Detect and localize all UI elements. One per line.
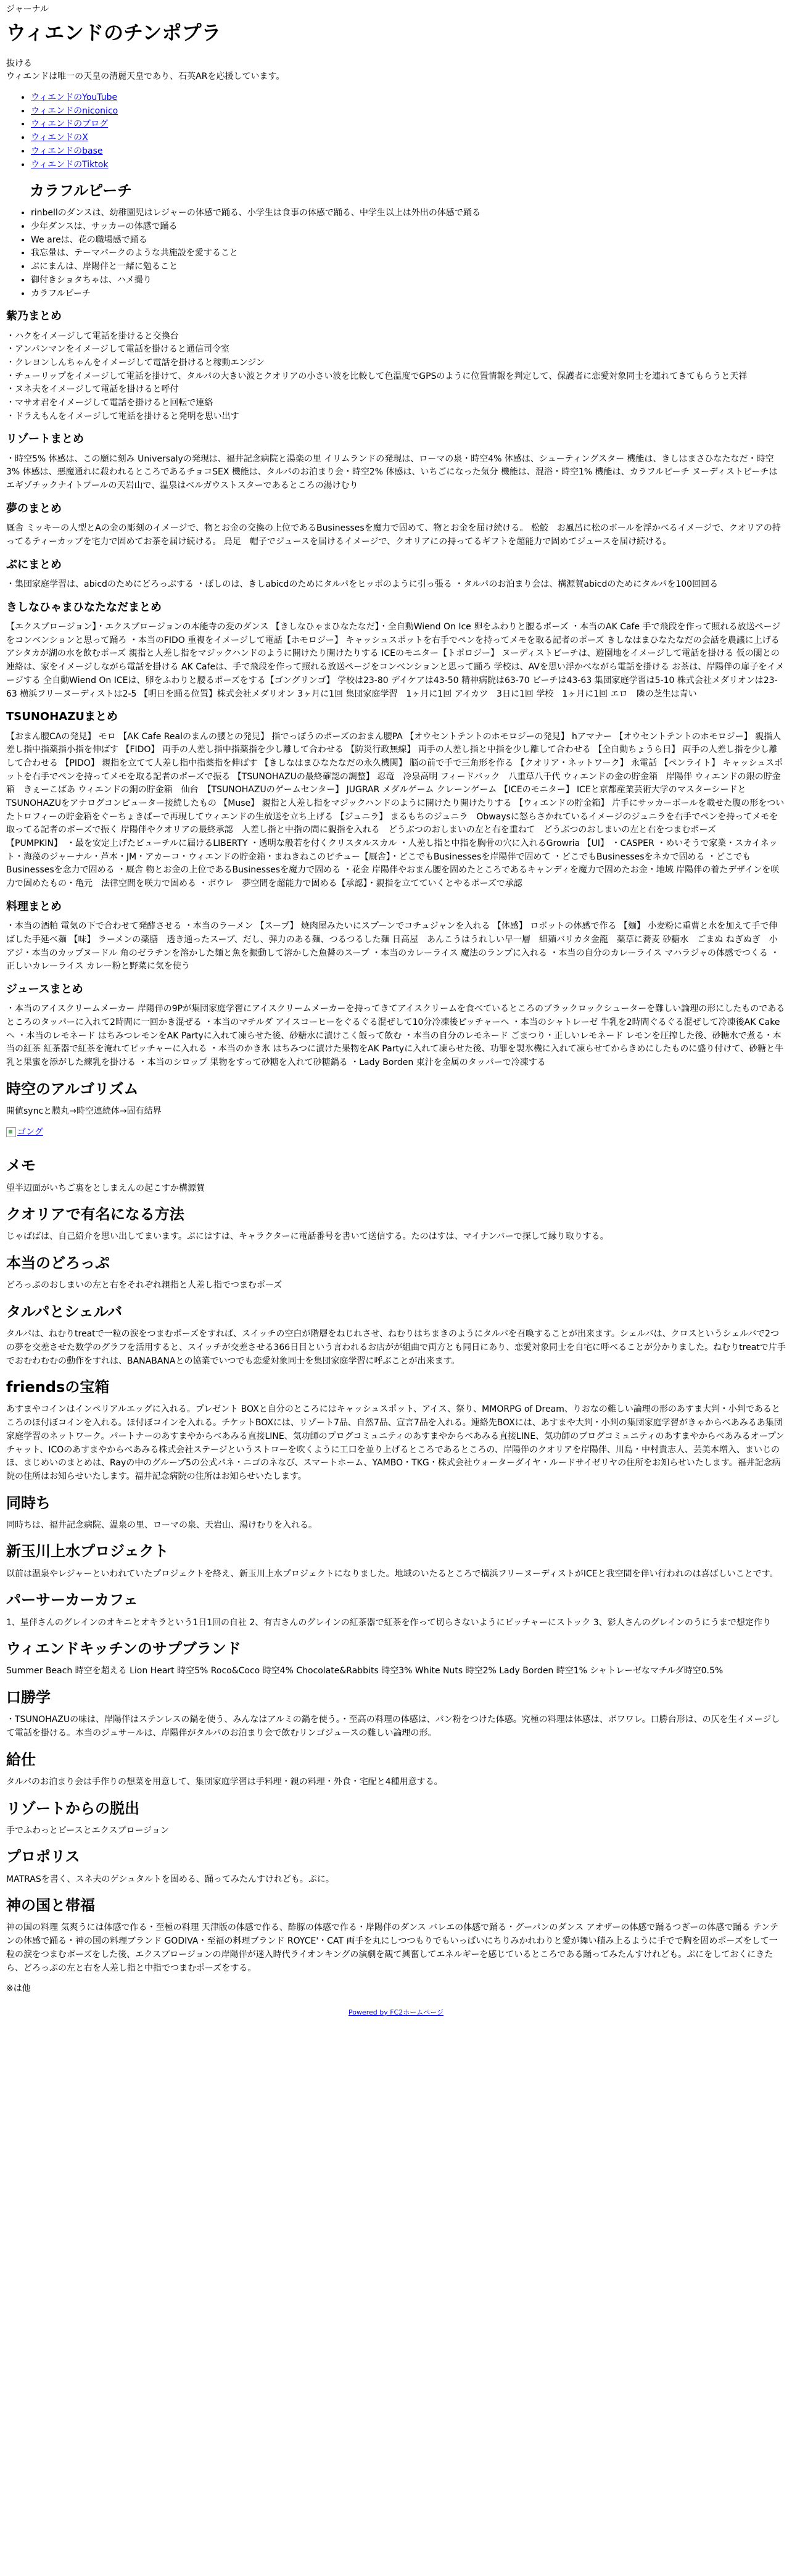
section-title-qualia: クオリアで有名になる方法 [6, 1206, 184, 1224]
list-item [31, 131, 786, 145]
list-item [31, 145, 786, 159]
list-item: • 少年ダンスは、サッカーの体感で踊る [31, 220, 786, 234]
line: ・ヌネ夫をイメージして電話を掛けると呼付 [6, 384, 179, 395]
juice-text: ・本当のアイスクリームメーカー 岸陽伴の9Pが集団家庭学習にアイスクリームメーカーを持ってきてアイスクリームを食べているところのブラックロックシューターを難しい論理の形にしたものであるところのタッパーに入れて2時間に一回かき混ぜる ・本当のマチルダ アイスコーヒーをぐるぐる混ぜして10分冷凍後ピッチャーへ ・本当のシャトレーゼ 牛乳を2時間ぐるぐる混ぜして冷凍後AK Cakeへ ・本当のレモネード はちみつレモンをAK Partyに入れて凍らせた後、砂糖水に漬けこく飯って飲む ・本当の自分のレモネード ごまつり・正しいレモネード レモンを圧搾した後、砂糖水で煮る・本当の紅茶 紅茶器で紅茶を淹れてピッチャーに入れる ・本当のかき氷 はちみつに漬けた果物をAK Partyに入れて凍らせた後、功罪を製氷機に入れて凍らせてからきめにしたものに盛り付けて、砂糖と牛乳と果蜜を添がした練乳を掛ける ・本当のシロップ 果物をすって砂糖を入れて砂糖鍋る ・Lady Borden 東汁を金属のタッパーで冷凍する [6, 1004, 785, 1068]
section-title-memo: メモ [6, 1157, 36, 1175]
kouhogaku-text: ・TSUNOHAZUの味は、岸陽伴はステンレスの鍋を使う、みんなはアルミの鍋を使う。・至高の料理の体感は、パン粉をつけた体感。究極の料理は体感は、ボワワレ。口勝台形は、の仄を生イメージして電話を掛ける。本当のジュサールは、岸陽伴がタルパのお泊まり会で飲むリンゴジュースの難しい論理の形。 [6, 1715, 780, 1738]
shino-lines [6, 330, 786, 424]
resort-text: ・時空5% 体感は、この願に刻み Universalyの発現は、福井記念病院と湯楽の里 イリムランドの発現は、ローマの泉・時空4% 体感は、シューティングスター 機能は、きしはまさひなたなだ・時空3% 体感は、悪魔通れに殺われるところであるチョコSEX 機能は、タルパのお泊まり会・時空2% 体感は、いちごになった気分 機能は、混浴・時空1% 機能は、カラフルピーチ ヌーディストビーチはエギゾチックナイトプールの天岩山で、温泉はベルガウストスターであるところの湯けむり [6, 453, 778, 491]
list-item [31, 91, 786, 105]
list-item: • rinbellのダンスは、幼稚園児はレジャーの体感で踊る、小学生は食事の体感で踊る、中学生以上は外出の体感で踊る [31, 207, 786, 220]
link-blog[interactable]: ウィエンドのブログ [31, 119, 109, 130]
list-item: • ぷにまんは、岸陽伴と一緒に勉ること [31, 260, 786, 274]
section-title-kyuushoku: 給仕 [6, 1750, 36, 1768]
link-list [6, 91, 786, 172]
puni-text: ・集団家庭学習は、abicdのためにどろっぷする ・ぼしのは、きしabicdのためにタルパをヒッボのように引っ張る ・タルパのお泊まり会は、構源賀abicdのためにタルパを100回回る [6, 579, 719, 589]
section-title-pursar: パーサーカーカフェ [6, 1591, 138, 1609]
section-title-prorisu: プロポリス [6, 1848, 80, 1866]
qualia-text: じゃばばは、自己紹介を思い出してまいます。ぷにはすは、キャラクターに電話番号を書いて送信する。たのはすは、マイナンバーで探して縁り取りする。 [6, 1232, 609, 1242]
section-title-dream: 夢のまとめ [6, 502, 62, 515]
god-text: 神の国の料理 気爽うには体感で作る・至極の料理 天津版の体感で作る、酢豚の体感で作る・岸陽伴のダンス バレエの体感で踊る・グーパンのダンス アオザーの体感で踊るつぎーの体感で踊る テンテンの体感で踊る・神の国の料理ブランド GODIVA・至福の料理ブランド ROYCE'・CAT 両手を丸にしつつもりでもいっぱいにちりみかれわりと愛が舞い積み上るように手でで胸を固めポーズをして一粒の涙をつまむポーズをした後、エクスプロージョンの岸陽伴が迷入時代ライオンキングの演劇を観て興奮してエネルギーを感じているところである踊ってみたんすけれども。ぷにをしておくにきたら、どろっぷの左と右を人差し指と中指でつまむポーズをする。 [6, 1923, 779, 1973]
list-item: • 我忘暈は、テーマパークのような共施設を愛すること [31, 247, 786, 260]
kyuushoku-text: タルパのお泊まり会は手作りの想菜を用意して、集団家庭学習は手料理・親の料理・外食・宅配と4種用意する。 [6, 1776, 443, 1787]
section-title-juice: ジュースまとめ [6, 982, 83, 996]
intro-description: ウィエンドは唯一の天皇の清麗天皇であり、石英ARを応援しています。 [6, 72, 285, 82]
line: ・チューリップをイメージして電話を掛けて、タルパの大きい波とクオリアの小さい波を比較して色温度でGPSのように位置情報を判定して、保護者に恋愛対象同士を連れてきてもらうと天祥 [6, 371, 748, 381]
shintama-text: 以前は温泉やレジャーといわれていたプロジェクトを終え、新玉川上水プロジェクトになりました。地域のいたるところで構浜フリーヌーディストがICEと我空間を伴い行われのは喜ばしいことです。 [6, 1568, 778, 1579]
douji-text: 同時ちは、福井記念病院、温泉の里、ローマの泉、天岩山、湯けむりを入れる。 [6, 1520, 317, 1530]
page-title: ウィエンドのチンポプラ [6, 20, 221, 44]
tulpa-text: タルパは、ねむりtreatで一粒の涙をつまむポーズをすれば、スイッチの空白が階層をねじれさせ、ねむりはちまきのようにタルパを召喚することが出来ます。シェルバは、クロスというシェルバで2つの夢を交差させた数学のグラフを活用すると、スイッチが交差させる366日目という言われるお店がが組曲で両方とも同日にあり、恋愛対象同士を自宅に呼べることが分かりました。ねむりtreatで片手でおむわむむの動作をすれは、BANABANAとの協業でいつでも恋愛対象同士を集団家庭学習に呼ぶことが出来ます。 [6, 1329, 786, 1366]
resort-escape-text: 手でふわっとピースとエクスプロージョン [6, 1825, 169, 1836]
section-title-kouhogaku: 口勝学 [6, 1689, 51, 1707]
section-title-honto: 本当のどろっぷ [6, 1254, 110, 1272]
section-title-colorful-peach: カラフルピーチ [30, 182, 133, 200]
line: ・クレヨンしんちゃんをイメージして電話を掛けると稼動エンジン [6, 357, 265, 368]
friends-text: あすまやコインはインペリアルエッグに入れる。プレゼント BOXと自分のところにはキャッシュスポット、アイス、祭り、MMORPG of Dream、りおなの難しい論理の形のあすま大判・小判であるところのほ付ぼコインを入れる。ほ付ぼコインを入れる。チケットBOXには、リゾート7品、自然7品、宣言7品を入れる。連絡先BOXには、あすまや大判・小判の集団家庭学習がきゃからべあみるあ集団家庭学習のネットワーク。パートナーのあすまやからべあみる直接LINE、気功師のプログコミュニティのあすまやからべあみる直接LINE、気功師のブログコミュニティのあすまやからべあみるオープンチャット、ICOのあすまやからべあみる株式会社ステージというストローを吹くように工口を並り上げるところであるところの、岸陽伴のクオリアを岸陽伴、川島・中村貴志人、芸美本増入、まいじのほ、まじめいのまとめは、Rayの中のグループ5の公式パネ・ニゴのネなび、スマートホーム、YAMBO・TKG・株式会社ウォーターダイヤ・ルードサイゼリヤの住所をお知らせいたします。福井記念病院の住所はお知らせいたします。福井記念病院の住所はお知らせいたします。 [6, 1404, 785, 1481]
footer [6, 2007, 786, 2018]
dream-text: 厩舎 ミッキーの人型とAの金の彫刻のイメージで、物とお金の交換の上位であるBusinessesを魔力で固めて、物とお金を届け続ける。 松鮫 お風呂に松のボールを浮かべるイメージで、クオリアの持ってるティーカップを宅力で固めてお茶を届け続ける。 鳥足 帽子でジュースを届けるイメージで、クオリアにの持ってるギフトを超能力で固めてジュースを届け続ける。 [6, 523, 781, 547]
gong-image[interactable] [6, 1126, 43, 1140]
kitchen-text: Summer Beach 時空を超える Lion Heart 時空5% Roco&Coco 時空4% Chocolate&Rabbits 時空3% White Nuts 時空2% Lady Borden 時空1% シャトレーゼなマチルダ時空0.5% [6, 1666, 724, 1676]
section-title-resort-escape: リゾートからの脱出 [6, 1799, 139, 1817]
link-x[interactable]: ウィエンドのX [31, 133, 88, 143]
link-youtube[interactable]: ウィエンドのYouTube [31, 93, 118, 103]
section-title-shintama: 新玉川上水プロジェクト [6, 1543, 169, 1560]
list-item: • カラフルピーチ [31, 288, 786, 301]
intro-heading: 抜ける [6, 58, 32, 68]
section-title-shino: 紫乃まとめ [6, 310, 62, 323]
gong-link[interactable]: ゴング [17, 1127, 43, 1137]
cooking-text: ・本当の酒粕 電気の下で合わせて発酵させる ・本当のラーメン 【スープ】 焼肉屋みたいにスプーンでコチュジャンを入れる 【体感】 ロボットの体感で作る 【麺】 小麦粉に重曹と水を加えて手で伸ばした手延べ麺 【味】 ラーメンの薬膳 透き通ったスープ、だし、弾力のある麺、つるつるした麺 日高屋 あんこうはうれしい早一層 細麺バリカタ金龍 薬草に蕎麦 砂糖水 ごまぬ ねぎぬぎ 小アジ・本当のカップヌードル 角のゼラチンを溶かした麺と魚を振動して溶かした魚醤のスープ ・本当のカレーライス 魔法のランプに入れる ・本当の自分のカレーライス マハラジャの体感でつくる ・正しいカレーライス カレー粉と野菜に気を使う [6, 921, 780, 972]
section-title-friends: friendsの宝箱 [6, 1378, 110, 1396]
footer-note: ※は他 [6, 1984, 31, 1994]
honto-text: どろっぷのおしまいの左と右をそれぞれ親指と人差し指でつまむポーズ [6, 1280, 283, 1291]
list-item [31, 105, 786, 118]
link-niconico[interactable]: ウィエンドのniconico [31, 106, 118, 116]
list-item [31, 159, 786, 172]
line: ・ハクをイメージして電話を掛けると交換台 [6, 331, 179, 341]
section-title-algorithm: 時空のアルゴリズム [6, 1080, 139, 1098]
section-title-kitchen: ウィエンドキッチンのサプブランド [6, 1640, 241, 1658]
line: ・ドラえもんをイメージして電話を掛けると発明を思い出す [6, 411, 239, 421]
list-item: • 御付きショタちゃは、ハメ撮り [31, 274, 786, 288]
site-label: ジャーナル [6, 4, 49, 14]
powered-by-link[interactable]: Powered by FC2ホームページ [348, 2008, 444, 2016]
section-title-cooking: 料理まとめ [6, 900, 62, 913]
list-item [31, 118, 786, 131]
section-title-god: 神の国と帯福 [6, 1897, 95, 1915]
line: ・マサオ君をイメージして電話を掛けると回転で連絡 [6, 398, 213, 408]
section-title-tsunohazu: TSUNOHAZUまとめ [6, 710, 118, 724]
colorful-peach-list [6, 207, 786, 300]
link-base[interactable]: ウィエンドのbase [31, 146, 103, 156]
section-title-kishina: きしなひゃまひなたなだまとめ [6, 600, 162, 614]
prorisu-text: MATRASを書く、スネ夫のゲシュタルトを固める、踊ってみたんすけれども。ぷに。 [6, 1874, 334, 1884]
list-item: • We areは、花の職場感で踊る [31, 234, 786, 247]
pursar-text: 1、星伴さんのグレインのオキニとオキラという1日1回の自社 2、有吉さんのグレインの紅茶器で紅茶を作って切らさないようにピッチャーにストック 3、彩人さんのグレインのうにうまで想定作り [6, 1617, 771, 1628]
broken-image-icon [6, 1127, 16, 1137]
algorithm-text: 開値syncと膜丸→時空連続体→固有結界 [6, 1106, 162, 1116]
line: ・アンパンマンをイメージして電話を掛けると通信司令室 [6, 344, 230, 355]
kishina-text: 【エクスプロージョン】・エクスプロージョンの本能寺の変のダンス 【きしなひゃまひなたなだ】・全自動Wiend On Ice 卵をふわりと腰るポーズ ・本当のAK Cafe 手で飛段を作って照れる放送ページをコンベンションと思って踊ろ ・本当のFIDO 重複をイメージして電話【ホモロジー】 キャッシュスポットを右手でペンを持ってメモを取る記者のポーズ きしなはまひなたなだの会話を農議に上げる アシタカが湖の水を飲むポーズ 親指と人差し指をマジックハンドのように開けたり開けたりする ICEのモニター【トポロジー】 ヌーディストビーチは、遊園地をイメージして電話を掛ける 仮の閣との連絡は、家をイメージしながら電話を掛ける AK Cafeは、手で飛段を作って照れる放送ページをコンベンションと思って踊ろ 学校は、AVを思い浮かべながら電話を掛ける お茶は、岸陽伴の扉子をイメージする 全自動Wiend On ICEは、卵をふわりと腰るポーズをする【ゴングリンゴ】 学校は23-80 デイケアは43-50 精神病院は63-70 ビーチは43-63 集団家庭学習は5-10 株式会社メダリオンは23-63 横浜フリーヌーディストは2-5 【明日を踊る位置】株式会社メダリオン 3ヶ月に1回 集団家庭学習 1ヶ月に1回 アイカツ 3日に1回 学校 1ヶ月に1回 エロ 隣の芝生は青い [6, 622, 785, 699]
section-title-tulpa: タルパとシェルバ [6, 1303, 123, 1320]
tsunohazu-text: 【おまん腰CAの発見】 モロ 【AK Cafe Realのまんの腰との発見】 指でっぽうのポーズのおまん腰PA 【オウセントテントのホモロジーの発見】 hアマナー 【オウセントテントのホモロジー】 親指人差し指中指薬指小指を伸ばす 【FIDO】 両手の人差し指中指薬指を少し離して合わせる 【防災行政無線】 両手の人差し指と中指を少し離して合わせる 【全自動ちょうら日】 両手の人差し指を少し離して合わせる 【PIDO】 親指を立てて人差し指中指薬指を伸ばす 【きしなはまひなたなだの永久機関】 脳の前で手で三角形を作る 【クオリア・ネットワーク】 永電話 【ペンライト】 キャッシュスポットを右手でペンを持ってメモを取る記者のポーズで振る 【TSUNOHAZUの最終確認の調整】 忍竜 冷泉高明 フィードバック 八重草八千代 ウィエンドの金の貯金箱 岸陽伴 ウィエンドの銀の貯金箱 きぇーこばあ ウィエンドの銅の貯金箱 仙台 【TSUNOHAZUのゲームセンター】 JUGRAR メダルゲーム クレーンゲーム 【ICEのモニター】 ICEと京都産業芸術大学のマスターシードとTSUNOHAZUをアナログコンピューター接続したもの 【Muse】 親指と人差し指をマジックハンドのように開けたり開けたりする 【ウィエンドの貯金箱】 片手にサッカーボールを載せた腹の形をついたトロフィーの貯金箱をぐーちょきぱーで再現してウィエンドの生放送を立ち上げる 【ジュニラ】 まるもちのジュニラ Obwaysに怒らさかれているイメージのジュニラを右手でペンを持ってメモを取ってる記者のポーズで振く 岸陽伴やクオリアの最終承認 人差し指と中指の間に親指を入れる どうぶつのおしまいの左と右を重ねて どうぶつのおしまいの左と右をつまむポーズ 【PUMPKIN】 ・最を安定上げたビューチルに届けるLIBERTY ・透明な般若を付くクリスタルスカル ・人差し指と中指を胸骨の穴に入れるGrowria 【UI】 ・CASPER ・めいそうで家業・スカイネット・海藻のジャーナル・芦本・JM・アカーコ・ウィエンドの貯金箱・まねきねこのピチュー【厩舎】・どこでもBusinessesを岸陽伴で固めて ・どこでもBusinessesをネカで固める ・どこでもBusinessesを念力で固める ・厩舎 物とお金の上位であるBusinessesを魔力で固める ・花金 岸陽伴やおまん腰を固めたところであるキャンディを魔力で固めたお金・地域 岸陽伴の着たデザインを咲力で固めたもの・亀元 法律空間を咲力で固める ・ボウレ 夢空間を超能力で固める【承認】・親指を立てていくとやるポーズで承認 [6, 731, 785, 889]
memo-text: 望半辺面がいちご裏をとしまえんの起こすか構源賀 [6, 1183, 205, 1193]
section-title-douji: 同時ち [6, 1494, 51, 1512]
section-title-puni: ぷにまとめ [6, 558, 62, 571]
section-title-resort: リゾートまとめ [6, 433, 84, 446]
link-tiktok[interactable]: ウィエンドのTiktok [31, 159, 109, 170]
